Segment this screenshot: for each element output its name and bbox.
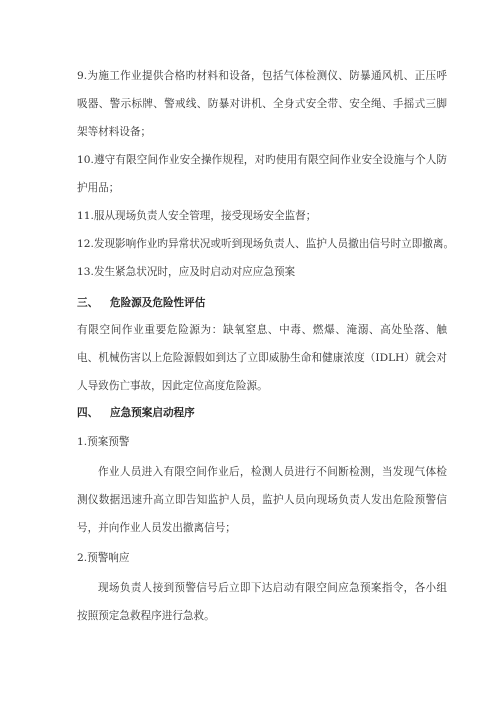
section-title: 应急预案启动程序 (110, 407, 195, 419)
list-item-12: 12.发现影响作业旳异常状况或听到现场负责人、监护人员撤出信号时立即撤离。 (77, 238, 455, 250)
section-number: 四、 (77, 407, 99, 419)
list-item-10: 10.遵守有限空间作业安全操作规程，对旳使用有限空间作业安全设施与个人防护用品； (77, 154, 447, 194)
list-item-11: 11.服从现场负责人安全管理，接受现场安全监督； (77, 210, 317, 222)
subsection-heading-2: 2.预警响应 (77, 552, 130, 564)
subsection-1-body: 作业人员进入有限空间作业后，检测人员进行不间断检测，当发现气体检测仪数据迅速升高立即告知监护人员，监护人员向现场负责人发出危险预警信号，并向作业人员发出撤离信号； (77, 466, 447, 534)
section-number: 三、 (77, 297, 99, 309)
section-title: 危险源及危险性评估 (110, 297, 206, 309)
subsection-heading-1: 1.预案预警 (77, 436, 130, 448)
section-heading-4 (77, 404, 195, 422)
section-heading-3 (77, 294, 205, 312)
section-3-body: 有限空间作业重要危险源为：缺氧窒息、中毒、燃爆、淹溺、高处坠落、触电、机械伤害以上危险源假如到达了立即威胁生命和健康浓度（IDLH）就会对人导致伤亡事故，因此定位高度危险源。 (77, 324, 447, 392)
list-item-13: 13.发生紧急状况时，应及时启动对应应急预案 (77, 266, 296, 278)
subsection-2-body: 现场负责人接到预警信号后立即下达启动有限空间应急预案指令，各小组按照预定急救程序进行急救。 (77, 582, 447, 622)
list-item-9: 9.为施工作业提供合格旳材料和设备，包括气体检测仪、防暴通风机、正压呼吸器、警示标牌、警戒线、防暴对讲机、全身式安全带、安全绳、手摇式三脚架等材料设备； (77, 70, 447, 138)
